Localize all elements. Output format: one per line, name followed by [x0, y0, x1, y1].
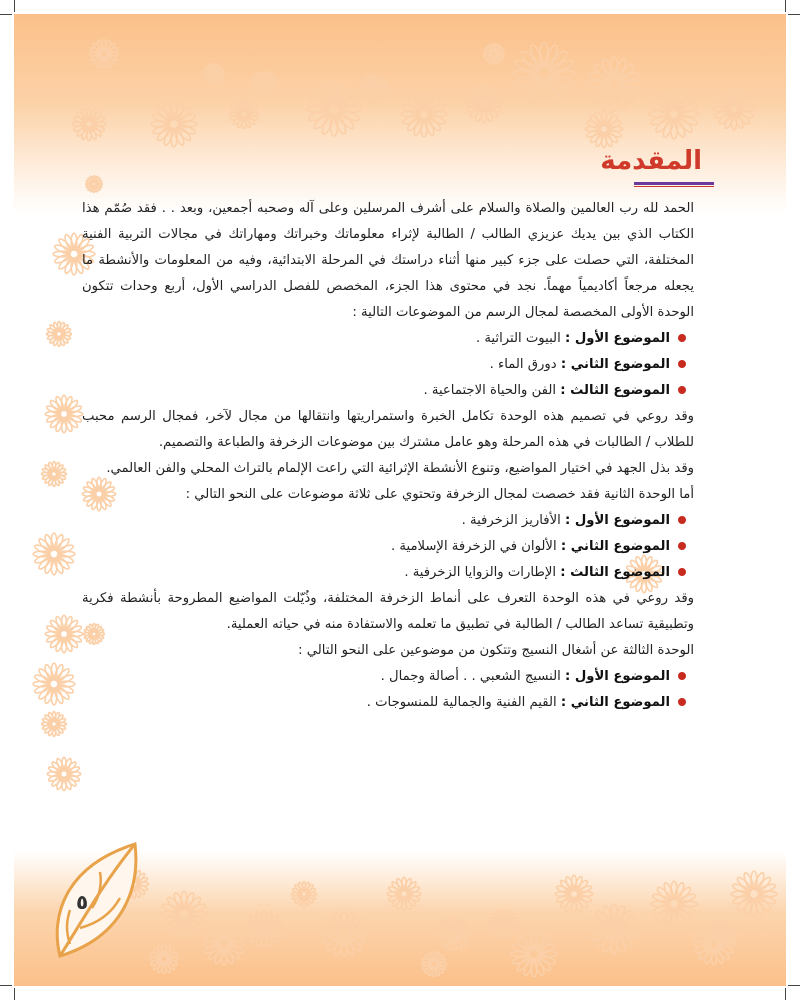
topic-text: الألوان في الزخرفة الإسلامية .: [391, 539, 557, 554]
bullet-icon: [678, 568, 686, 576]
flower-icon: [45, 615, 82, 652]
flower-icon: [713, 88, 755, 130]
topic-title: الموضوع الأول :: [564, 669, 670, 684]
topic-text: القيم الفنية والجمالية للمنسوجات .: [366, 695, 557, 710]
list-item: [82, 534, 722, 560]
paragraph: وقد روعي في تصميم هذه الوحدة تكامل الخبرة واستمراريتها وانتقالها من مجال لآخر، فمجال الرسم محبب للطلاب / الطالبات في هذه المرحلة وهو عامل مشترك بين موضوعات الزخرفة والطباعة والتصميم.: [82, 409, 694, 450]
list-item: [82, 690, 722, 716]
crop-mark: [0, 985, 12, 986]
bullet-icon: [678, 334, 686, 342]
flower-icon: [589, 904, 639, 954]
paragraph: وقد بذل الجهد في اختيار المواضيع، وتنوع الأنشطة الإثرائية التي راعت الإلمام بالتراث المحلي والفن العالمي.: [106, 461, 694, 476]
flower-icon: [513, 43, 575, 105]
flower-icon: [321, 911, 367, 957]
leaf-icon: [40, 836, 150, 966]
list-item: [82, 560, 722, 586]
list-item: [82, 352, 722, 378]
bullet-icon: [678, 542, 686, 550]
topic-title: الموضوع الثاني :: [560, 695, 670, 710]
flower-icon: [693, 923, 735, 965]
flower-icon: [401, 91, 447, 137]
flower-icon: [42, 712, 67, 737]
flower-icon: [731, 871, 777, 917]
crop-mark: [785, 0, 786, 12]
flower-icon: [47, 322, 72, 347]
flower-icon: [359, 74, 388, 103]
topic-title: الموضوع الثاني :: [560, 539, 670, 554]
paragraph: وقد روعي في هذه الوحدة التعرف على أنماط الزخرفة المختلفة، وذُيّلت المواضيع المطروحة بأنشطة فكرية وتطبيقية تساعد الطالب / الطالبة في تطبيق ما تعلمه والاستفادة منه في حياته العملية.: [82, 591, 694, 632]
bullet-icon: [678, 386, 686, 394]
topic-text: الفن والحياة الاجتماعية .: [423, 383, 557, 398]
topic-title: الموضوع الثالث :: [560, 383, 670, 398]
flower-icon: [45, 395, 82, 432]
flower-icon: [387, 877, 420, 910]
topic-text: الإطارات والزوايا الزخرفية .: [404, 565, 557, 580]
crop-mark: [0, 14, 12, 15]
flower-icon: [437, 917, 470, 950]
flower-icon: [252, 72, 277, 97]
topic-title: الموضوع الأول :: [564, 513, 670, 528]
flower-icon: [33, 533, 75, 575]
topic-title: الموضوع الثاني :: [560, 357, 670, 372]
flower-icon: [86, 176, 103, 193]
list-item: [82, 378, 722, 404]
flower-icon: [72, 107, 105, 140]
flower-icon: [587, 57, 641, 111]
list-item: [82, 326, 722, 352]
flower-icon: [204, 64, 225, 85]
topic-text: الأفاريز الزخرفية .: [461, 513, 561, 528]
bullet-icon: [678, 672, 686, 680]
title-underline: [634, 186, 714, 187]
flower-icon: [229, 99, 258, 128]
flower-icon: [585, 110, 622, 147]
flower-icon: [42, 462, 67, 487]
flower-icon: [651, 881, 697, 927]
bullet-icon: [678, 516, 686, 524]
flower-icon: [33, 663, 75, 705]
title-underline: [634, 182, 714, 185]
paragraph: الوحدة الثالثة عن أشغال النسيج وتتكون من موضوعين على النحو التالي :: [298, 643, 694, 658]
flower-icon: [465, 85, 502, 122]
flower-icon: [649, 89, 699, 139]
crop-mark: [14, 0, 15, 12]
flower-icon: [484, 44, 505, 65]
list-item: [82, 664, 722, 690]
topic-text: البيوت التراثية .: [475, 331, 561, 346]
topic-title: الموضوع الثالث :: [560, 565, 670, 580]
flower-icon: [307, 82, 361, 136]
flower-icon: [151, 101, 197, 147]
topic-text: دورق الماء .: [489, 357, 557, 372]
flower-icon: [245, 910, 282, 947]
flower-icon: [292, 882, 317, 907]
crop-mark: [14, 988, 15, 1000]
paragraph: الحمد لله رب العالمين والصلاة والسلام على أشرف المرسلين وعلى آله وصحبه أجمعين، وبعد . . فقد صُمّم هذا الكتاب الذي بين يديك عزيزي الطالب / الطالبة لإثراء معلوماتك وخبراتك ومهاراتك في مجالات التربية الفنية المختلفة، التي حصلت على جزء كبير منها أثناء دراستك في المرحلة الابتدائية، وفيه من المعلومات والأنشطة ما يجعله مرجعاً أكاديمياً مهماً. نجد في محتوى هذا الجزء، المخصص للفصل الدراسي الأول، أربع وحدات تتكون الوحدة الأولى المخصصة لمجال الرسم من الموضوعات التالية :: [82, 201, 694, 320]
list-item: [82, 508, 722, 534]
flower-icon: [489, 909, 518, 938]
flower-icon: [161, 891, 207, 937]
flower-icon: [555, 875, 592, 912]
flower-icon: [149, 944, 178, 973]
page-number: ٥: [76, 890, 89, 914]
topic-title: الموضوع الأول :: [564, 331, 670, 346]
flower-icon: [203, 923, 245, 965]
flower-icon: [89, 39, 118, 68]
crop-mark: [788, 14, 800, 15]
topic-text: النسيج الشعبي . . أصالة وجمال .: [380, 669, 561, 684]
bullet-icon: [678, 360, 686, 368]
intro-text: [82, 196, 722, 716]
bullet-icon: [678, 698, 686, 706]
flower-icon: [422, 952, 447, 977]
paragraph: أما الوحدة الثانية فقد خصصت لمجال الزخرفة وتحتوي على ثلاثة موضوعات على النحو التالي :: [185, 487, 694, 502]
flower-icon: [511, 931, 557, 977]
crop-mark: [785, 988, 786, 1000]
flower-icon: [47, 757, 80, 790]
crop-mark: [788, 985, 800, 986]
page-title: المقدمة: [600, 146, 702, 176]
